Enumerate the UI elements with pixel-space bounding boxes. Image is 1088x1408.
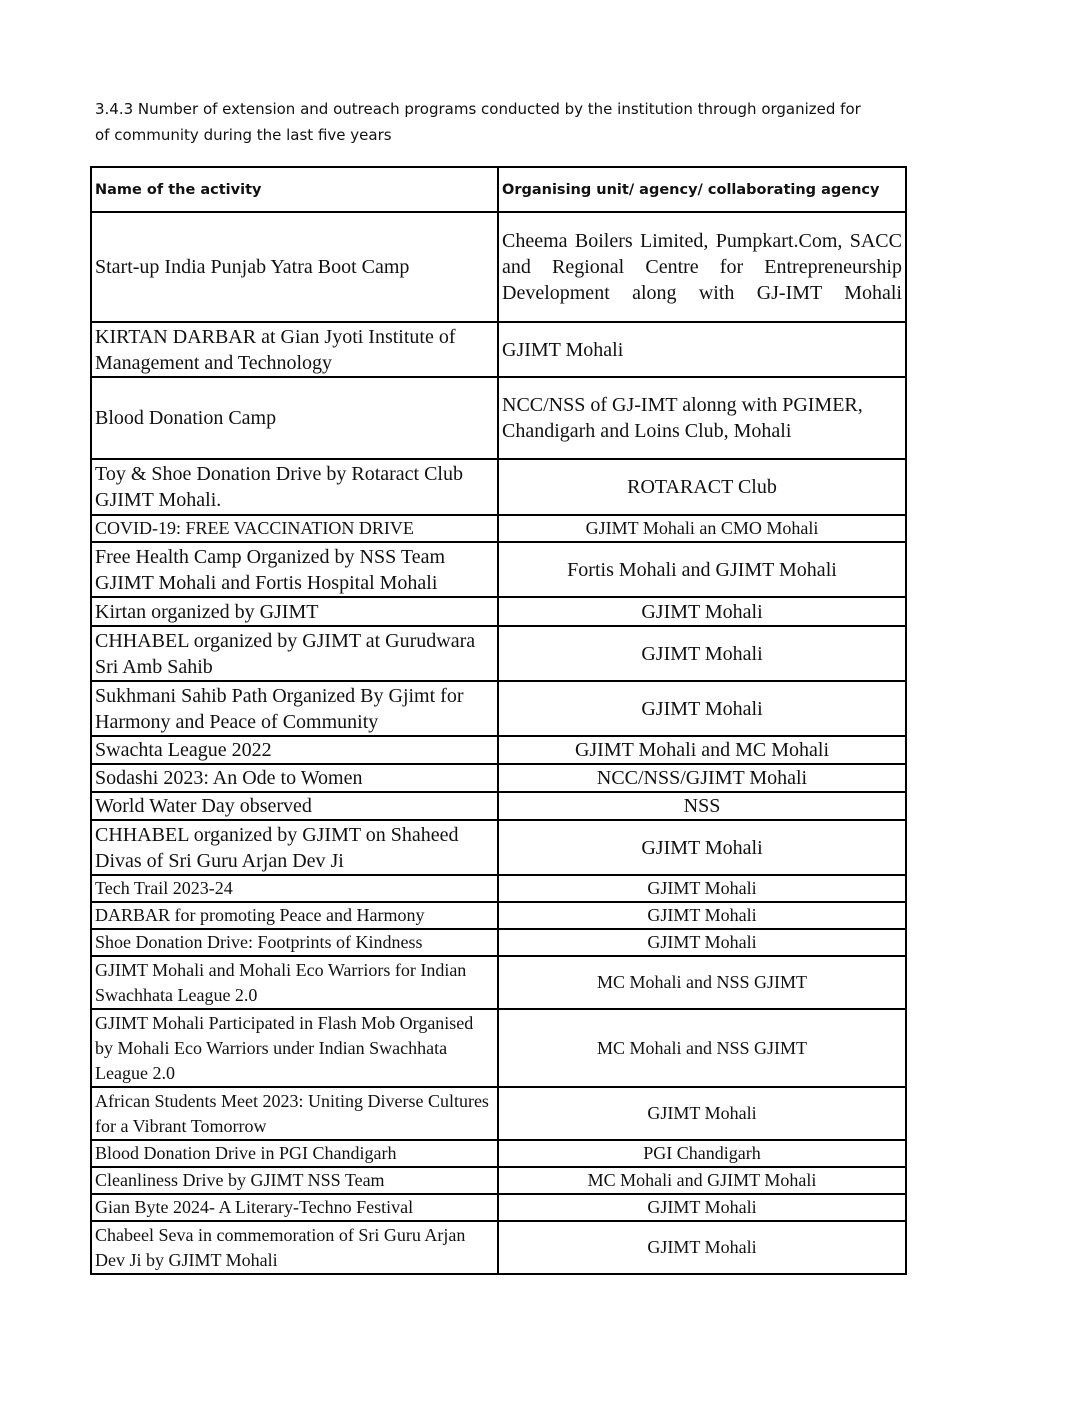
activity-cell: Free Health Camp Organized by NSS Team GJIMT Mohali and Fortis Hospital Mohali (91, 542, 498, 597)
caption-line-2: of community during the last five years (95, 126, 392, 144)
table-row (91, 736, 906, 764)
table-row (91, 1140, 906, 1167)
activity-cell: Gian Byte 2024- A Literary-Techno Festival (91, 1194, 498, 1221)
agency-cell: GJIMT Mohali (498, 597, 906, 626)
table-row (91, 377, 906, 459)
activity-cell: CHHABEL organized by GJIMT on Shaheed Divas of Sri Guru Arjan Dev Ji (91, 820, 498, 875)
table-row (91, 626, 906, 681)
table-row (91, 459, 906, 515)
table-row (91, 515, 906, 542)
table-row (91, 820, 906, 875)
activity-cell: Start-up India Punjab Yatra Boot Camp (91, 212, 498, 322)
agency-cell: GJIMT Mohali (498, 681, 906, 736)
table-row (91, 1009, 906, 1087)
agency-cell: Cheema Boilers Limited, Pumpkart.Com, SACC and Regional Centre for Entrepreneurship Development along with GJ-IMT Mohali (498, 212, 906, 322)
activity-cell: Blood Donation Drive in PGI Chandigarh (91, 1140, 498, 1167)
table-row (91, 875, 906, 902)
activity-cell: COVID-19: FREE VACCINATION DRIVE (91, 515, 498, 542)
agency-cell: GJIMT Mohali (498, 820, 906, 875)
table-row (91, 1221, 906, 1274)
activity-cell: KIRTAN DARBAR at Gian Jyoti Institute of Management and Technology (91, 322, 498, 377)
agency-cell: MC Mohali and NSS GJIMT (498, 956, 906, 1009)
activity-cell: World Water Day observed (91, 792, 498, 820)
agency-cell: GJIMT Mohali (498, 1087, 906, 1140)
agency-cell: GJIMT Mohali (498, 929, 906, 956)
activity-cell: African Students Meet 2023: Uniting Diverse Cultures for a Vibrant Tomorrow (91, 1087, 498, 1140)
table-row (91, 681, 906, 736)
caption-line-1: 3.4.3 Number of extension and outreach programs conducted by the institution through organized for (95, 100, 861, 118)
table-row (91, 1194, 906, 1221)
table-row (91, 902, 906, 929)
activity-cell: GJIMT Mohali and Mohali Eco Warriors for Indian Swachhata League 2.0 (91, 956, 498, 1009)
table-caption (95, 96, 905, 148)
agency-cell: GJIMT Mohali and MC Mohali (498, 736, 906, 764)
activity-cell: Kirtan organized by GJIMT (91, 597, 498, 626)
agency-cell: MC Mohali and GJIMT Mohali (498, 1167, 906, 1194)
table-header-row (91, 167, 906, 212)
activity-cell: Tech Trail 2023-24 (91, 875, 498, 902)
agency-cell: Fortis Mohali and GJIMT Mohali (498, 542, 906, 597)
activity-cell: Sukhmani Sahib Path Organized By Gjimt for Harmony and Peace of Community (91, 681, 498, 736)
agency-cell: GJIMT Mohali (498, 1221, 906, 1274)
agency-cell: PGI Chandigarh (498, 1140, 906, 1167)
table-row (91, 212, 906, 322)
table-row (91, 792, 906, 820)
table-row (91, 929, 906, 956)
table-row (91, 1087, 906, 1140)
table-row (91, 764, 906, 792)
table-row (91, 322, 906, 377)
activity-cell: Sodashi 2023: An Ode to Women (91, 764, 498, 792)
activity-cell: DARBAR for promoting Peace and Harmony (91, 902, 498, 929)
activity-cell: Toy & Shoe Donation Drive by Rotaract Club GJIMT Mohali. (91, 459, 498, 515)
activity-cell: Swachta League 2022 (91, 736, 498, 764)
agency-cell: GJIMT Mohali (498, 875, 906, 902)
agency-cell: GJIMT Mohali an CMO Mohali (498, 515, 906, 542)
table-row (91, 542, 906, 597)
table-row (91, 597, 906, 626)
outreach-programs-table (90, 166, 907, 1275)
agency-cell: GJIMT Mohali (498, 902, 906, 929)
table-row (91, 956, 906, 1009)
header-agency: Organising unit/ agency/ collaborating agency (498, 167, 906, 212)
activity-cell: Cleanliness Drive by GJIMT NSS Team (91, 1167, 498, 1194)
table-row (91, 1167, 906, 1194)
activity-cell: GJIMT Mohali Participated in Flash Mob Organised by Mohali Eco Warriors under Indian Swachhata League 2.0 (91, 1009, 498, 1087)
activity-cell: Blood Donation Camp (91, 377, 498, 459)
agency-cell: MC Mohali and NSS GJIMT (498, 1009, 906, 1087)
activity-cell: Shoe Donation Drive: Footprints of Kindness (91, 929, 498, 956)
agency-cell: NSS (498, 792, 906, 820)
agency-cell: NCC/NSS of GJ-IMT alonng with PGIMER, Chandigarh and Loins Club, Mohali (498, 377, 906, 459)
agency-cell: GJIMT Mohali (498, 626, 906, 681)
agency-cell: NCC/NSS/GJIMT Mohali (498, 764, 906, 792)
agency-cell: GJIMT Mohali (498, 1194, 906, 1221)
header-activity: Name of the activity (91, 167, 498, 212)
activity-cell: Chabeel Seva in commemoration of Sri Guru Arjan Dev Ji by GJIMT Mohali (91, 1221, 498, 1274)
agency-cell: GJIMT Mohali (498, 322, 906, 377)
activity-cell: CHHABEL organized by GJIMT at Gurudwara Sri Amb Sahib (91, 626, 498, 681)
agency-cell: ROTARACT Club (498, 459, 906, 515)
